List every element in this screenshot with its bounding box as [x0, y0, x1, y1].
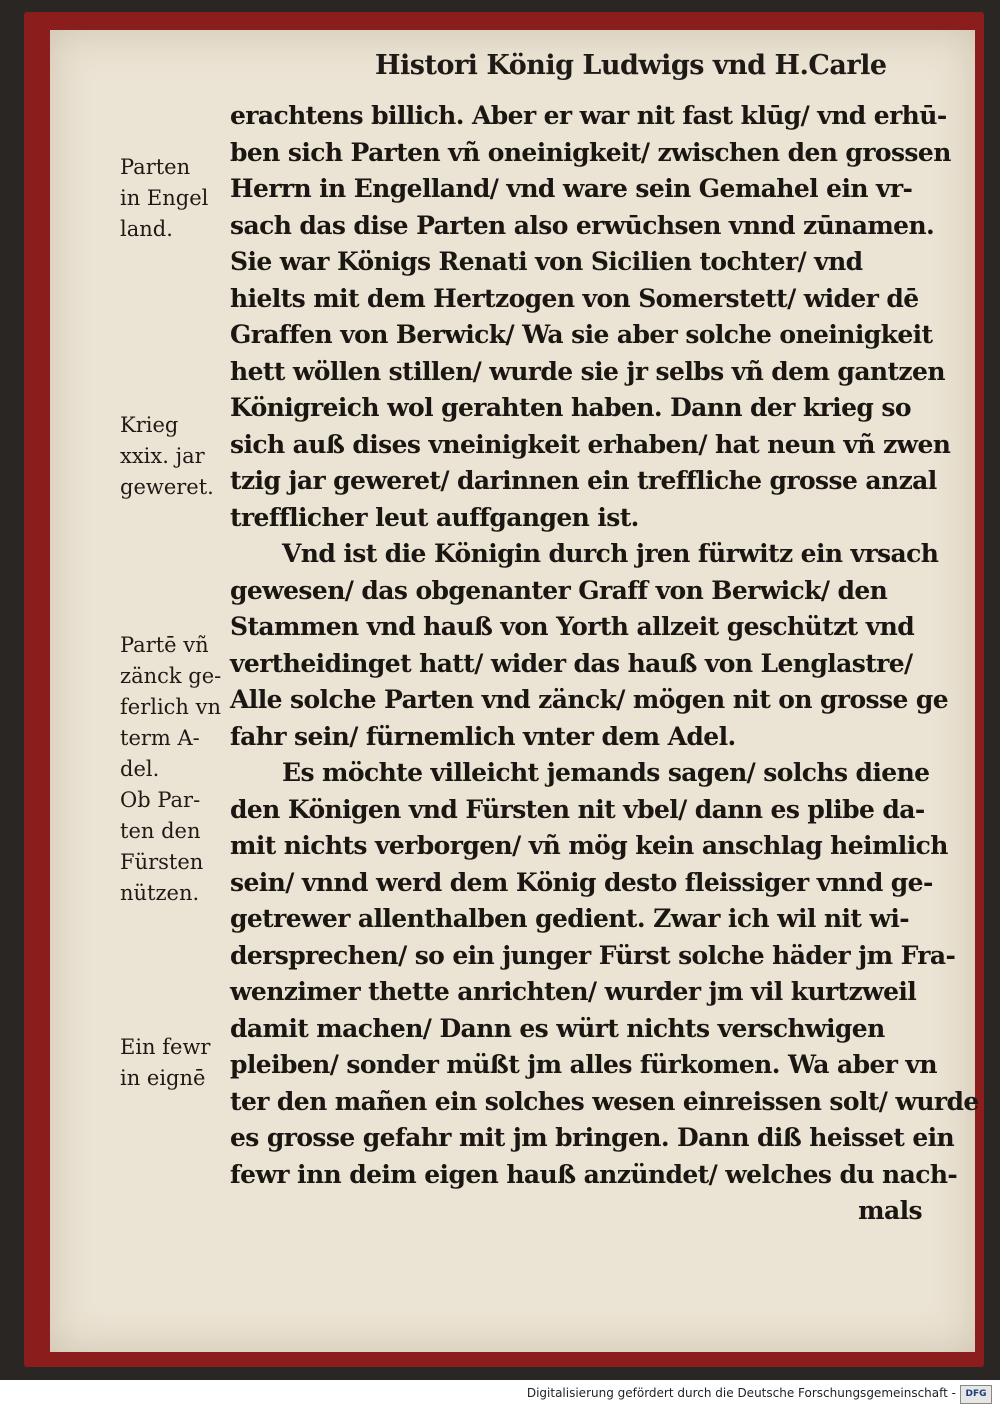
text-line: Vnd ist die Königin durch jren fürwitz ein vrsach — [282, 539, 939, 568]
margin-note-line: nützen. — [120, 881, 200, 905]
text-line: Graffen von Berwick/ Wa sie aber solche oneinigkeit — [230, 320, 933, 349]
text-line: gewesen/ das obgenanter Graff von Berwick/ den — [230, 575, 888, 605]
margin-note-parten-zaenck — [120, 630, 221, 785]
margin-note-line: Ein fewr — [120, 1035, 211, 1059]
text-line: pleiben/ sonder müßt jm alles fürkomen. Wa aber vn — [230, 1050, 937, 1079]
text-line: den Königen vnd Fürsten nit vbel/ dann es plibe da- — [230, 794, 925, 824]
text-line: hett wöllen stillen/ wurde sie jr selbs vñ dem gantzen — [230, 356, 945, 386]
margin-note-parten — [120, 152, 208, 245]
text-line: Stammen vnd hauß von Yorth allzeit geschützt vnd — [230, 612, 915, 641]
text-line: ter den mañen ein solches wesen einreissen solt/ wurde — [230, 1086, 979, 1116]
margin-note-line: Krieg — [120, 413, 179, 437]
body-text — [230, 98, 979, 1230]
text-line: fewr inn deim eigen hauß anzündet/ welches du nach- — [230, 1159, 958, 1189]
text-line: Es möchte villeicht jemands sagen/ solchs diene — [282, 758, 930, 787]
margin-note-line: in Engel — [120, 186, 209, 210]
text-line: sein/ vnnd werd dem König desto fleissiger vnnd ge- — [230, 867, 933, 897]
margin-note-line: del. — [120, 757, 160, 781]
text-line: sich auß dises vneinigkeit erhaben/ hat neun vñ zwen — [230, 429, 951, 459]
margin-note-line: term A- — [120, 726, 200, 750]
margin-note-line: Fürsten — [120, 850, 204, 874]
running-head: Histori König Ludwigs vnd H.Carle — [375, 50, 887, 81]
footer-bar — [0, 1380, 1000, 1410]
catchword: mals — [858, 1196, 922, 1225]
margin-note-line: zänck ge- — [120, 664, 222, 688]
text-line: trefflicher leut auffgangen ist. — [230, 502, 639, 532]
text-line: mit nichts verborgen/ vñ mög kein anschlag heimlich — [230, 831, 948, 860]
text-line: ben sich Parten vñ oneinigkeit/ zwischen den grossen — [230, 137, 951, 167]
text-line: getrewer allenthalben gedient. Zwar ich wil nit wi- — [230, 904, 910, 933]
margin-note-line: in eignē — [120, 1066, 206, 1090]
margin-note-line: xxix. jar — [120, 444, 205, 468]
text-line: wenzimer thette anrichten/ wurder jm vil kurtzweil — [230, 977, 917, 1006]
dfg-logo: DFG — [960, 1385, 992, 1404]
text-line: Alle solche Parten vnd zänck/ mögen nit on grosse ge — [230, 685, 949, 714]
margin-note-ob-parten — [120, 785, 203, 909]
text-line: dersprechen/ so ein junger Fürst solche häder jm Fra- — [230, 940, 956, 970]
text-line: sach das dise Parten also erwūchsen vnnd zūnamen. — [230, 210, 935, 240]
text-line: tzig jar geweret/ darinnen ein treffliche grosse anzal — [230, 466, 937, 495]
margin-note-line: ferlich vn — [120, 695, 222, 719]
margin-note-line: geweret. — [120, 475, 214, 499]
margin-note-krieg — [120, 410, 214, 503]
margin-note-line: Partē vñ — [120, 633, 209, 657]
text-line: Herrn in Engelland/ vnd ware sein Gemahel ein vr- — [230, 174, 913, 203]
margin-note-line: land. — [120, 217, 173, 241]
text-line: Königreich wol gerahten haben. Dann der krieg so — [230, 393, 911, 422]
text-line: vertheidinget hatt/ wider das hauß von Lenglastre/ — [230, 648, 913, 678]
text-line: Sie war Königs Renati von Sicilien tochter/ vnd — [230, 247, 863, 276]
text-line: fahr sein/ fürnemlich vnter dem Adel. — [230, 721, 736, 751]
margin-note-line: Ob Par- — [120, 788, 201, 812]
text-line: erachtens billich. Aber er war nit fast klūg/ vnd erhū- — [230, 101, 947, 130]
margin-note-line: Parten — [120, 155, 191, 179]
funding-notice: Digitalisierung gefördert durch die Deutsche Forschungsgemeinschaft - — [526, 1386, 956, 1400]
margin-note-ein-fewr — [120, 1032, 210, 1094]
text-line: es grosse gefahr mit jm bringen. Dann diß heisset ein — [230, 1123, 955, 1152]
margin-note-line: ten den — [120, 819, 201, 843]
text-line: hielts mit dem Hertzogen von Somerstett/ wider dē — [230, 283, 919, 313]
text-line: damit machen/ Dann es würt nichts verschwigen — [230, 1013, 885, 1043]
